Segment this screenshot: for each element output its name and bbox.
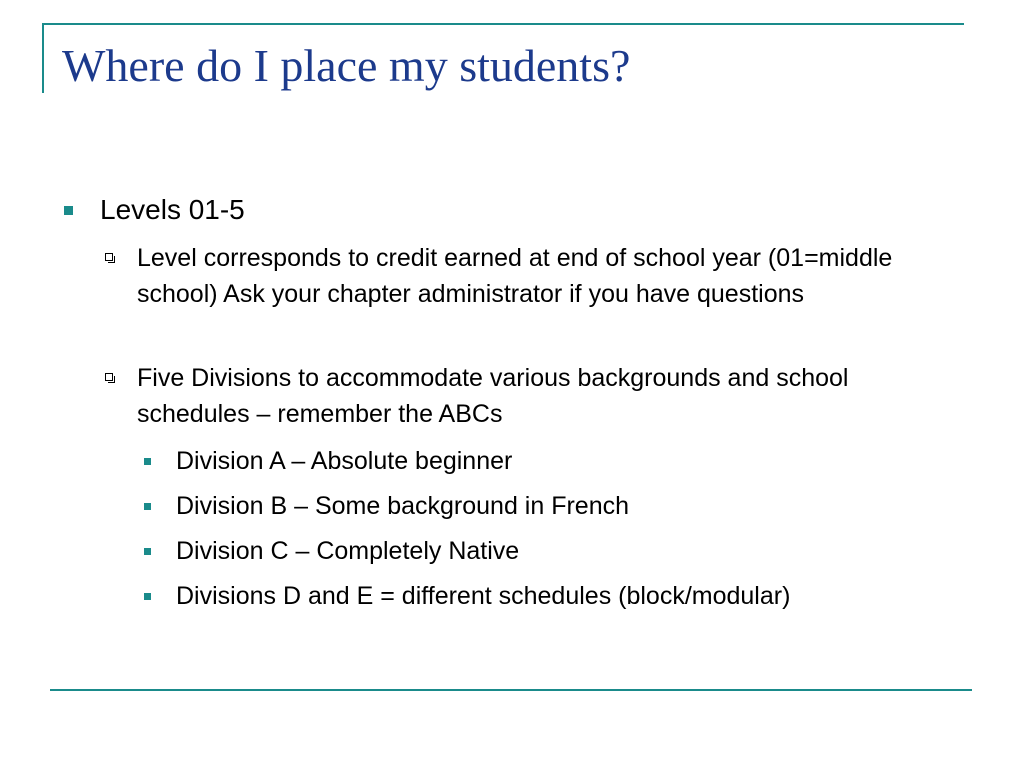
bullet-level3-division-a: Division A – Absolute beginner: [176, 447, 513, 475]
bullet-level1-levels: Levels 01-5: [100, 194, 245, 225]
bullet-square-icon: [144, 458, 151, 465]
bullet-square-icon: [64, 206, 73, 215]
bullet-level2-level-credit: Level corresponds to credit earned at end of school year (01=middle school) Ask your chapter administrator if you have questions: [137, 244, 893, 308]
bullet-level2-five-divisions: Five Divisions to accommodate various backgrounds and school schedules – remember the ABCs: [137, 364, 849, 428]
bullet-hollow-square-icon: [105, 253, 113, 261]
bullet-hollow-square-icon: [105, 373, 113, 381]
slide-footer-rule: [50, 689, 972, 691]
bullet-square-icon: [144, 593, 151, 600]
slide-title: Where do I place my students?: [62, 40, 631, 91]
bullet-square-icon: [144, 503, 151, 510]
slide-frame-left-rule: [42, 23, 44, 93]
bullet-level3-division-b: Division B – Some background in French: [176, 492, 630, 520]
slide-frame-top-rule: [42, 23, 964, 25]
bullet-level3-divisions-d-e: Divisions D and E = different schedules (block/modular): [176, 582, 791, 610]
bullet-level3-division-c: Division C – Completely Native: [176, 537, 520, 565]
bullet-square-icon: [144, 548, 151, 555]
